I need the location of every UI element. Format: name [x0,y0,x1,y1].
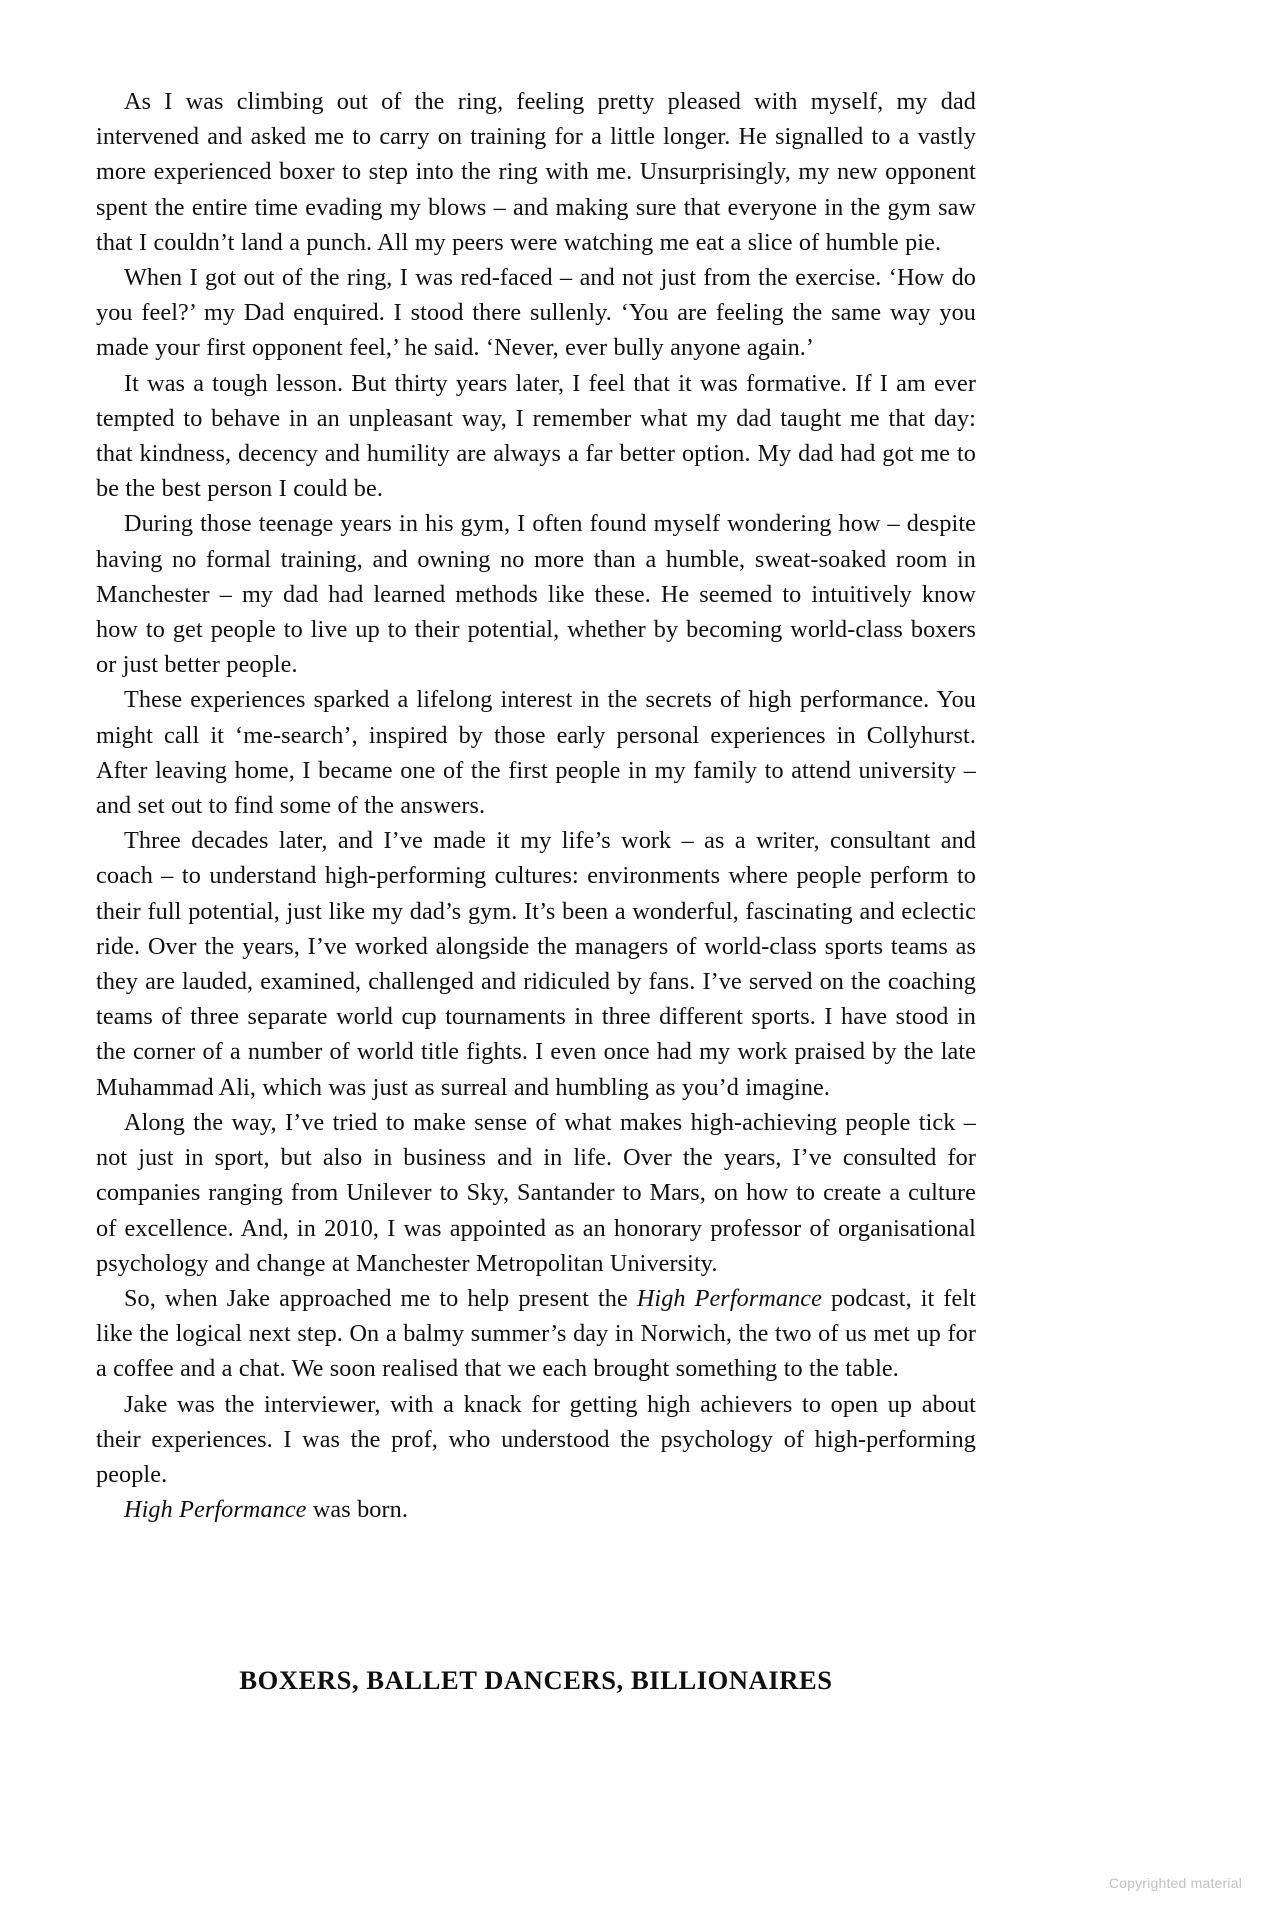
paragraph-me-search: These experiences sparked a lifelong interest in the secrets of high performance. You might call it ‘me-search’, inspired by those early personal experiences in Collyhurst. After leaving home, I became one of the first people in my family to attend university – and set out to find some of the answers. [96,686,976,820]
italic-title: High Performance [124,1496,307,1524]
paragraph-climbing-out-of-ring: As I was climbing out of the ring, feeling pretty pleased with myself, my dad intervened and asked me to carry on training for a little longer. He signalled to a vastly more experienced boxer to step into the ring with me. Unsurprisingly, my new opponent spent the entire time evading my blows – and making sure that everyone in the gym saw that I couldn’t land a punch. All my peers were watching me eat a slice of humble pie. [96,88,976,256]
chapter-heading: BOXERS, BALLET DANCERS, BILLIONAIRES [239,1665,833,1695]
paragraph-three-decades: Three decades later, and I’ve made it my life’s work – as a writer, consultant and coach – to understand high-performing cultures: environments where people perform to their full potential, just like my dad’s gym. It’s been a wonderful, fascinating and eclectic ride. Over the years, I’ve worked alongside the managers of world-class sports teams as they are lauded, examined, challenged and ridiculed by fans. I’ve served on the coaching teams of three separate world cup tournaments in three different sports. I have stood in the corner of a number of world title fights. I even once had my work praised by the late Muhammad Ali, which was just as surreal and humbling as you’d imagine. [96,827,976,1101]
paragraph-tough-lesson: It was a tough lesson. But thirty years later, I feel that it was formative. If I am ever tempted to behave in an unpleasant way, I remember what my dad taught me that day: that kindness, decency and humility are always a far better option. My dad had got me to be the best person I could be. [96,369,976,503]
copyright-watermark: Copyrighted material [1108,1875,1242,1891]
body-text-column [96,84,976,1527]
paragraph-high-performance-was-born: High Performance was born. [124,1496,408,1524]
paragraph-jake-approached: So, when Jake approached me to help present the High Performance podcast, it felt like the logical next step. On a balmy summer’s day in Norwich, the two of us met up for a coffee and a chat. We soon realised that we each brought something to the table. [96,1284,977,1383]
paragraph-red-faced: When I got out of the ring, I was red-faced – and not just from the exercise. ‘How do you feel?’ my Dad enquired. I stood there sullenly. ‘You are feeling the same way you made your first opponent feel,’ he said. ‘Never, ever bully anyone again.’ [96,264,976,362]
paragraph-teenage-years: During those teenage years in his gym, I often found myself wondering how – despite having no formal training, and owning no more than a humble, sweat-soaked room in Manchester – my dad had learned methods like these. He seemed to intuitively know how to get people to live up to their potential, whether by becoming world-class boxers or just better people. [96,510,976,679]
paragraph-jake-interviewer: Jake was the interviewer, with a knack for getting high achievers to open up about their experiences. I was the prof, who understood the psychology of high-performing people. [96,1390,976,1488]
paragraph-along-the-way: Along the way, I’ve tried to make sense of what makes high-achieving people tick – not just in sport, but also in business and in life. Over the years, I’ve consulted for companies ranging from Unilever to Sky, Santander to Mars, on how to create a culture of excellence. And, in 2010, I was appointed as an honorary professor of organisational psychology and change at Manchester Metropolitan University. [96,1108,976,1277]
italic-title: High Performance [636,1284,822,1312]
